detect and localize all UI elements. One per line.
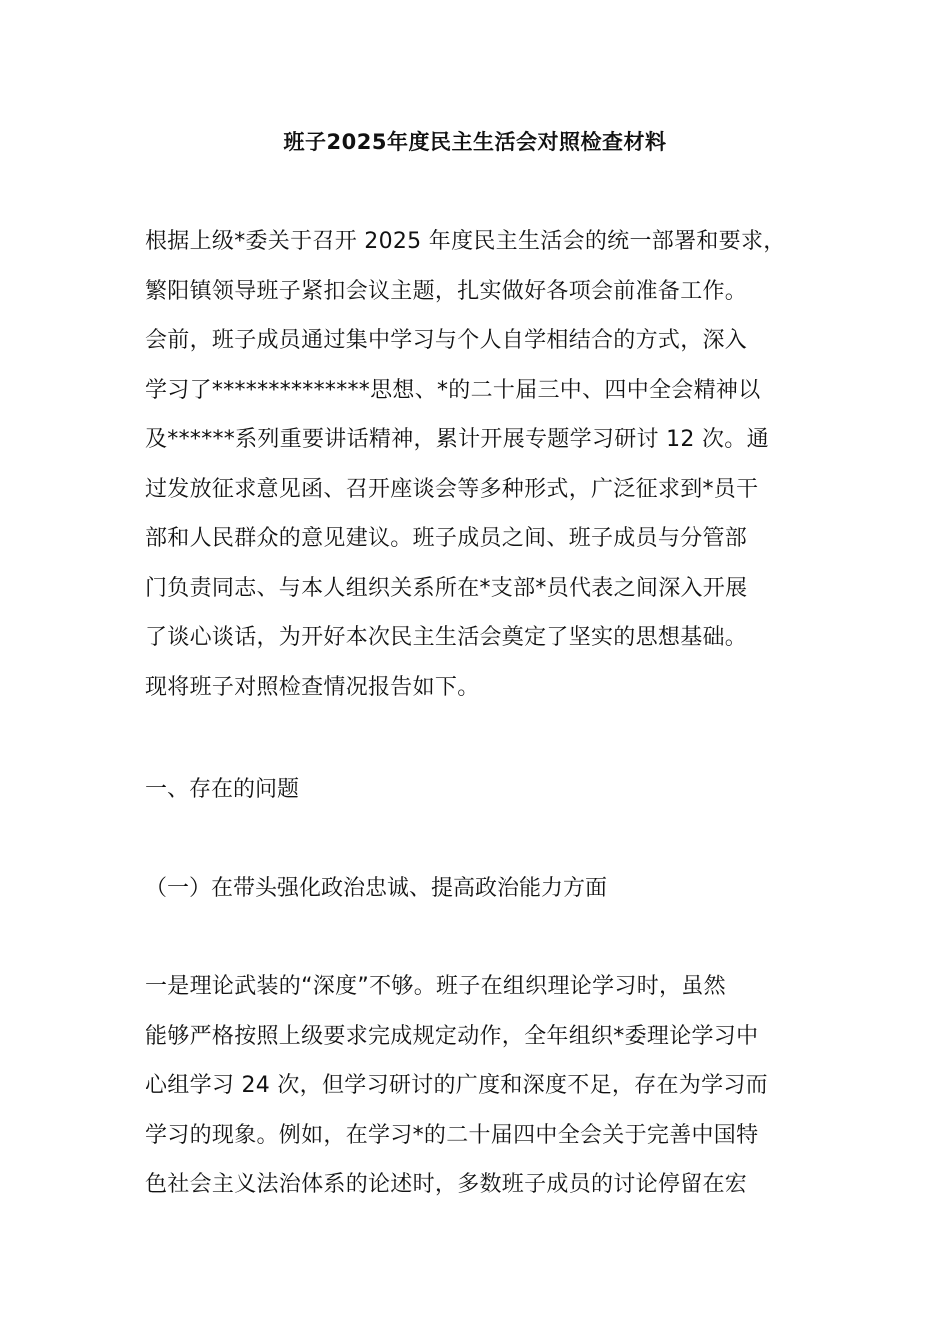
body-line: 心组学习 24 次，但学习研讨的广度和深度不足，存在为学习而 — [145, 1073, 768, 1098]
intro-line: 门负责同志、与本人组织关系所在*支部*员代表之间深入开展 — [145, 575, 748, 601]
intro-line: 过发放征求意见函、召开座谈会等多种形式，广泛征求到*员干 — [145, 476, 759, 502]
subsection-heading: （一）在带头强化政治忠诚、提高政治能力方面 — [145, 876, 608, 901]
body-line: 能够严格按照上级要求完成规定动作，全年组织*委理论学习中 — [145, 1023, 759, 1049]
section-heading: 一、存在的问题 — [145, 777, 300, 802]
intro-line: 会前，班子成员通过集中学习与个人自学相结合的方式，深入 — [145, 328, 748, 353]
body-line: 色社会主义法治体系的论述时，多数班子成员的讨论停留在宏 — [145, 1172, 748, 1197]
intro-line: 繁阳镇领导班子紧扣会议主题，扎实做好各项会前准备工作。 — [145, 278, 748, 304]
body-line: 一是理论武装的“深度”不够。班子在组织理论学习时，虽然 — [145, 974, 726, 999]
intro-line: 学习了**************思想、*的二十届三中、四中全会精神以 — [145, 377, 761, 403]
intro-line: 现将班子对照检查情况报告如下。 — [145, 674, 480, 700]
intro-line: 了谈心谈话，为开好本次民主生活会奠定了坚实的思想基础。 — [145, 625, 748, 650]
body-line: 学习的现象。例如，在学习*的二十届四中全会关于完善中国特 — [145, 1122, 759, 1148]
document-title: 班子2025年度民主生活会对照检查材料 — [283, 130, 667, 154]
intro-line: 根据上级*委关于召开 2025 年度民主生活会的统一部署和要求， — [145, 229, 786, 254]
intro-paragraph — [145, 217, 835, 712]
body-paragraph — [145, 962, 835, 1210]
intro-line: 及******系列重要讲话精神，累计开展专题学习研讨 12 次。通 — [145, 427, 769, 452]
intro-line: 部和人民群众的意见建议。班子成员之间、班子成员与分管部 — [145, 526, 748, 551]
